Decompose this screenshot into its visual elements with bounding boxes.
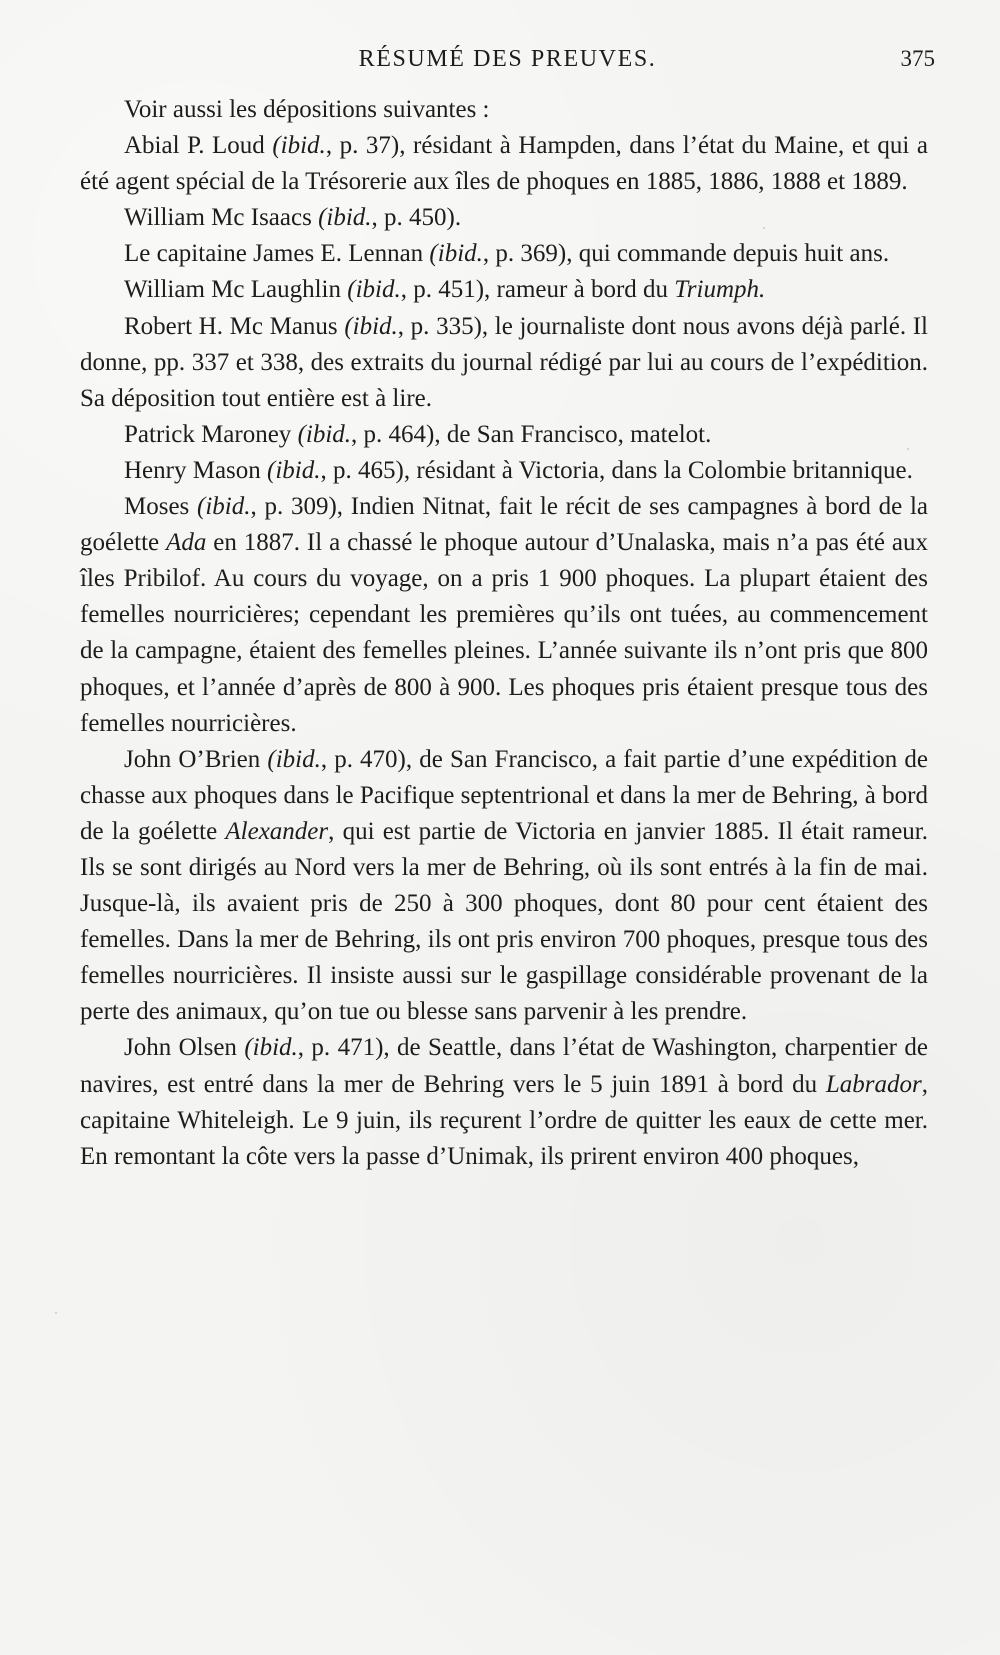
text-segment: , p. 450). — [371, 204, 462, 232]
italic-text: (ibid. — [297, 420, 352, 448]
italic-text: (ibid. — [344, 312, 398, 340]
text-segment: , p. 471), de Seattle, dans l’état de Washington, charpentier de navires, est entré dans la mer de Behring vers le 5 juin 1891 à bord du — [80, 1034, 928, 1098]
italic-text: (ibid. — [347, 276, 401, 304]
text-segment: , p. 335), le journaliste dont nous avons déjà parlé. Il donne, pp. 337 et 338, des extraits du journal rédigé par lui au cours de l’expédition. Sa déposition tout entière est à lire. — [80, 312, 928, 412]
paragraph — [80, 1030, 928, 1174]
paper-speck — [118, 548, 120, 550]
italic-text: Ada — [166, 529, 207, 557]
paragraph — [80, 742, 928, 1031]
text-segment: , p. 369), qui commande depuis huit ans. — [482, 240, 890, 268]
text-segment: en 1887. Il a chassé le phoque autour d’Unalaska, mais n’a pas été aux îles Pribilof. Au cours du voyage, on a pris 1 900 phoques. La plupart étaient des femelles nourricières; cependant les premières qu’ils ont tuées, au commencement de la campagne, étaient des femelles pleines. L’année suivante ils n’ont pris que 800 phoques, et l’année d’après de 800 à 900. Les phoques pris étaient presque tous des femelles nourricières. — [80, 529, 928, 737]
text-segment: John O’Brien — [124, 745, 268, 773]
paragraph — [80, 489, 928, 742]
italic-text: (ibid. — [272, 132, 326, 160]
paper-speck — [763, 227, 765, 229]
text-segment: , capitaine Whiteleigh. Le 9 juin, ils reçurent l’ordre de quitter les eaux de cette mer. En remontant la côte vers la passe d’Unimak, ils prirent environ 400 phoques, — [80, 1070, 928, 1170]
italic-text: (ibid. — [244, 1034, 298, 1062]
text-segment: Abial P. Loud — [124, 132, 273, 160]
text-segment: William Mc Isaacs — [124, 204, 319, 232]
paper-speck — [907, 448, 909, 450]
text-segment: Voir aussi les dépositions suivantes : — [124, 96, 490, 123]
text-segment: , p. 464), de San Francisco, matelot. — [351, 420, 712, 448]
italic-text: (ibid. — [197, 493, 251, 521]
paper-speck — [55, 1312, 57, 1314]
text-segment: , p. 37), résidant à Hampden, dans l’état du Maine, et qui a été agent spécial de la Trésorerie aux îles de phoques en 1885, 1886, 1888 et 1889. — [80, 132, 928, 196]
paragraph — [80, 272, 928, 308]
text-segment: William Mc Laughlin — [124, 276, 348, 304]
text-segment: , p. 309), Indien Nitnat, fait le récit de ses campagnes à bord de la goélette — [80, 493, 928, 557]
page-header — [80, 46, 935, 80]
italic-text: Labrador — [825, 1070, 922, 1098]
paragraph — [80, 92, 928, 128]
text-segment: Henry Mason — [124, 456, 268, 484]
italic-text: (ibid. — [318, 204, 372, 232]
italic-text: (ibid. — [267, 456, 321, 484]
italic-text: Triumph. — [674, 276, 766, 304]
paragraph — [80, 128, 928, 200]
paragraph — [80, 200, 928, 236]
text-segment: John Olsen — [124, 1034, 245, 1062]
text-segment: Robert H. Mc Manus — [124, 312, 345, 340]
text-segment: , p. 465), résidant à Victoria, dans la Colombie britannique. — [320, 456, 913, 484]
text-segment: Le capitaine James E. Lennan — [124, 240, 430, 268]
paragraph — [80, 453, 928, 489]
paragraph — [80, 309, 928, 417]
italic-text: Alexander — [225, 817, 329, 845]
body-text — [80, 92, 928, 1175]
running-head: RÉSUMÉ DES PREUVES. — [358, 46, 657, 72]
text-segment: , p. 451), rameur à bord du — [400, 276, 675, 304]
text-segment: Moses — [124, 493, 198, 521]
italic-text: (ibid. — [267, 745, 321, 773]
text-segment: Patrick Maroney — [124, 420, 298, 448]
paragraph — [80, 236, 928, 272]
italic-text: (ibid. — [429, 240, 483, 268]
paragraph — [80, 417, 928, 453]
text-segment: , p. 470), de San Francisco, a fait partie d’une expédition de chasse aux phoques dans le Pacifique septentrional et dans la mer de Behring, à bord de la goélette — [80, 745, 928, 845]
page-number: 375 — [900, 46, 935, 71]
text-segment: , qui est partie de Victoria en janvier 1885. Il était rameur. Ils se sont dirigés au Nord vers la mer de Behring, où ils sont entrés à la fin de mai. Jusque-là, ils avaient pris de 250 à 300 phoques, dont 80 pour cent étaient des femelles. Dans la mer de Behring, ils ont pris environ 700 phoques, presque tous des femelles nourricières. Il insiste aussi sur le gaspillage considérable provenant de la perte des animaux, qu’on tue ou blesse sans parvenir à les prendre. — [80, 817, 928, 1026]
